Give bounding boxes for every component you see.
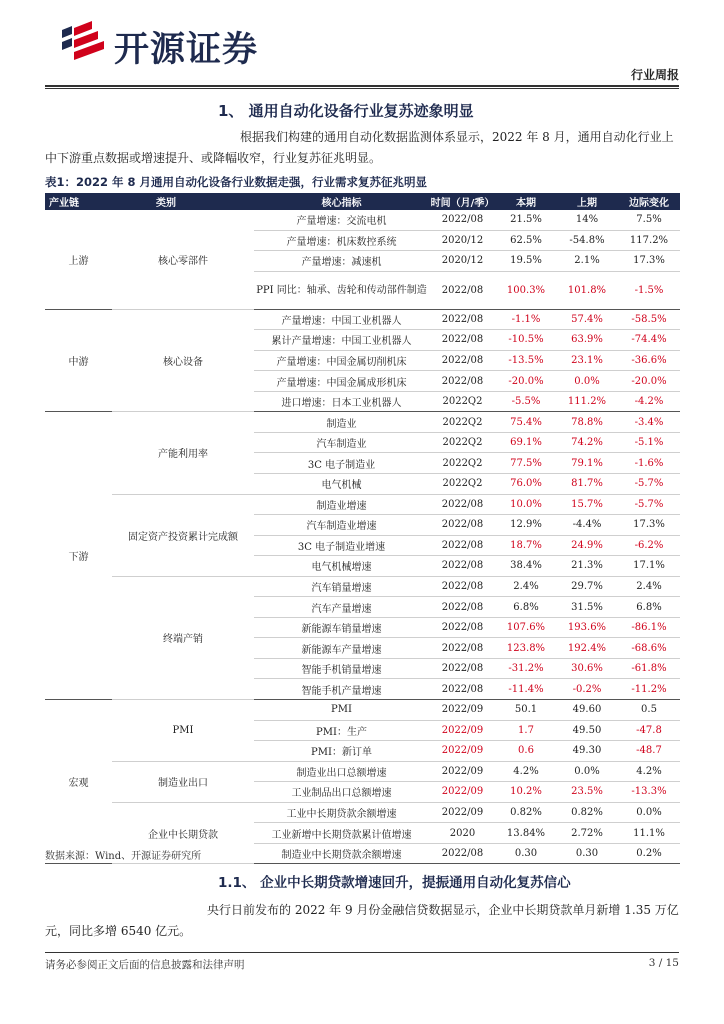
chain-cell: 宏观	[45, 700, 112, 864]
category-cell: PMI	[112, 700, 254, 762]
time-cell: 2022/09	[429, 782, 496, 803]
chain-cell: 下游	[45, 412, 112, 700]
current-value-cell: 75.4%	[496, 412, 556, 433]
marginal-change-cell: -86.1%	[618, 617, 680, 638]
category-cell: 核心零部件	[112, 210, 254, 309]
marginal-change-cell: -13.3%	[618, 782, 680, 803]
marginal-change-cell: -4.2%	[618, 391, 680, 412]
time-cell: 2022/08	[429, 494, 496, 515]
time-cell: 2022Q2	[429, 391, 496, 412]
current-value-cell: 19.5%	[496, 251, 556, 272]
current-value-cell: 6.8%	[496, 597, 556, 618]
table-caption: 表1：2022 年 8 月通用自动化设备行业数据走强，行业需求复苏征兆明显	[45, 175, 428, 189]
previous-value-cell: 111.2%	[556, 391, 618, 412]
chain-cell: 上游	[45, 210, 112, 309]
brand-name: 开源证券	[114, 30, 259, 70]
category-cell: 制造业出口	[112, 761, 254, 802]
current-value-cell: 10.0%	[496, 494, 556, 515]
time-cell: 2022/09	[429, 761, 496, 782]
table-row	[45, 210, 680, 230]
previous-value-cell: 0.30	[556, 843, 618, 864]
previous-value-cell: 15.7%	[556, 494, 618, 515]
indicator-cell: 产量增速：中国工业机器人	[254, 309, 429, 330]
marginal-change-cell: -1.5%	[618, 271, 680, 309]
table-row	[45, 412, 680, 433]
previous-value-cell: 49.60	[556, 700, 618, 721]
previous-value-cell: 0.0%	[556, 761, 618, 782]
current-value-cell: 10.2%	[496, 782, 556, 803]
indicator-cell: PMI	[254, 700, 429, 721]
previous-value-cell: 101.8%	[556, 271, 618, 309]
marginal-change-cell: -61.8%	[618, 658, 680, 679]
section-1-1-paragraph: 央行日前发布的 2022 年 9 月份金融信贷数据显示，企业中长期贷款单月新增 1.35 万亿元，同比多增 6540 亿元。	[45, 903, 679, 938]
previous-value-cell: 81.7%	[556, 474, 618, 495]
marginal-change-cell: -58.5%	[618, 309, 680, 330]
table-header-cell: 本期	[496, 193, 556, 210]
time-cell: 2022/08	[429, 556, 496, 577]
indicator-cell: 制造业	[254, 412, 429, 433]
previous-value-cell: 57.4%	[556, 309, 618, 330]
previous-value-cell: 24.9%	[556, 535, 618, 556]
time-cell: 2022/08	[429, 679, 496, 700]
previous-value-cell: 23.1%	[556, 350, 618, 371]
marginal-change-cell: -3.4%	[618, 412, 680, 433]
marginal-change-cell: 117.2%	[618, 230, 680, 251]
previous-value-cell: 29.7%	[556, 576, 618, 597]
table-row	[45, 576, 680, 597]
indicator-cell: 汽车制造业增速	[254, 515, 429, 536]
indicator-cell: PMI：新订单	[254, 741, 429, 762]
indicator-cell: PMI：生产	[254, 720, 429, 741]
time-cell: 2022/09	[429, 741, 496, 762]
previous-value-cell: 192.4%	[556, 638, 618, 659]
table-body	[45, 210, 680, 864]
indicator-cell: 新能源车产量增速	[254, 638, 429, 659]
marginal-change-cell: -5.1%	[618, 432, 680, 453]
category-cell: 产能利用率	[112, 412, 254, 494]
current-value-cell: 76.0%	[496, 474, 556, 495]
time-cell: 2022Q2	[429, 412, 496, 433]
previous-value-cell: 0.82%	[556, 802, 618, 823]
time-cell: 2022/08	[429, 210, 496, 230]
previous-value-cell: 49.30	[556, 741, 618, 762]
indicator-cell: 产量增速：交流电机	[254, 210, 429, 230]
previous-value-cell: 30.6%	[556, 658, 618, 679]
current-value-cell: 0.6	[496, 741, 556, 762]
current-value-cell: -31.2%	[496, 658, 556, 679]
previous-value-cell: 31.5%	[556, 597, 618, 618]
marginal-change-cell: 17.1%	[618, 556, 680, 577]
marginal-change-cell: -5.7%	[618, 494, 680, 515]
current-value-cell: 1.7	[496, 720, 556, 741]
current-value-cell: -1.1%	[496, 309, 556, 330]
indicator-cell: 汽车制造业	[254, 432, 429, 453]
indicator-cell: 制造业出口总额增速	[254, 761, 429, 782]
previous-value-cell: 21.3%	[556, 556, 618, 577]
current-value-cell: -5.5%	[496, 391, 556, 412]
previous-value-cell: 14%	[556, 210, 618, 230]
current-value-cell: 69.1%	[496, 432, 556, 453]
section-1-title: 1、 通用自动化设备行业复苏迹象明显	[218, 102, 474, 120]
indicator-cell: 工业新增中长期贷款累计值增速	[254, 823, 429, 844]
indicator-cell: 工业制品出口总额增速	[254, 782, 429, 803]
previous-value-cell: -54.8%	[556, 230, 618, 251]
time-cell: 2022/08	[429, 617, 496, 638]
previous-value-cell: 74.2%	[556, 432, 618, 453]
time-cell: 2022/08	[429, 535, 496, 556]
time-cell: 2022/08	[429, 597, 496, 618]
table-header-cell: 核心指标	[254, 193, 429, 210]
indicator-cell: 进口增速：日本工业机器人	[254, 391, 429, 412]
table-header-cell: 产业链	[45, 193, 112, 210]
brand-logo-icon	[58, 18, 108, 64]
time-cell: 2022/08	[429, 638, 496, 659]
indicator-cell: 汽车销量增速	[254, 576, 429, 597]
indicator-cell: 制造业增速	[254, 494, 429, 515]
marginal-change-cell: 17.3%	[618, 515, 680, 536]
marginal-change-cell: 0.0%	[618, 802, 680, 823]
footer-rule	[45, 952, 679, 953]
previous-value-cell: 49.50	[556, 720, 618, 741]
table-header-row	[45, 193, 680, 210]
previous-value-cell: 193.6%	[556, 617, 618, 638]
marginal-change-cell: 6.8%	[618, 597, 680, 618]
report-type: 行业周报	[630, 68, 679, 82]
current-value-cell: 4.2%	[496, 761, 556, 782]
marginal-change-cell: -48.7	[618, 741, 680, 762]
current-value-cell: 100.3%	[496, 271, 556, 309]
time-cell: 2022Q2	[429, 453, 496, 474]
time-cell: 2020/12	[429, 251, 496, 272]
data-source: 数据来源：Wind、开源证券研究所	[45, 851, 202, 862]
footer-disclaimer: 请务必参阅正文后面的信息披露和法律声明	[45, 959, 245, 971]
indicator-cell: 工业中长期贷款余额增速	[254, 802, 429, 823]
time-cell: 2022/09	[429, 700, 496, 721]
time-cell: 2022/08	[429, 843, 496, 864]
page-header	[0, 0, 724, 90]
current-value-cell: 2.4%	[496, 576, 556, 597]
table-row	[45, 494, 680, 515]
time-cell: 2022/08	[429, 330, 496, 351]
previous-value-cell: 0.0%	[556, 371, 618, 392]
indicator-cell: 智能手机产量增速	[254, 679, 429, 700]
indicator-cell: 汽车产量增速	[254, 597, 429, 618]
table-row	[45, 700, 680, 721]
table-header-cell: 时间（月/季）	[429, 193, 496, 210]
marginal-change-cell: 4.2%	[618, 761, 680, 782]
category-cell: 企业中长期贷款	[112, 802, 254, 864]
indicator-cell: 新能源车销量增速	[254, 617, 429, 638]
previous-value-cell: 63.9%	[556, 330, 618, 351]
marginal-change-cell: -11.2%	[618, 679, 680, 700]
time-cell: 2022/08	[429, 271, 496, 309]
category-cell: 终端产销	[112, 576, 254, 699]
current-value-cell: 50.1	[496, 700, 556, 721]
marginal-change-cell: -20.0%	[618, 371, 680, 392]
current-value-cell: 0.30	[496, 843, 556, 864]
previous-value-cell: 2.1%	[556, 251, 618, 272]
table-header-cell: 上期	[556, 193, 618, 210]
indicator-cell: 智能手机销量增速	[254, 658, 429, 679]
table-row	[45, 802, 680, 823]
indicator-cell: 产量增速：中国金属成形机床	[254, 371, 429, 392]
previous-value-cell: 78.8%	[556, 412, 618, 433]
previous-value-cell: -4.4%	[556, 515, 618, 536]
current-value-cell: 13.84%	[496, 823, 556, 844]
previous-value-cell: -0.2%	[556, 679, 618, 700]
marginal-change-cell: 7.5%	[618, 210, 680, 230]
previous-value-cell: 2.72%	[556, 823, 618, 844]
indicator-cell: 3C 电子制造业增速	[254, 535, 429, 556]
marginal-change-cell: 17.3%	[618, 251, 680, 272]
table-row	[45, 309, 680, 330]
current-value-cell: 38.4%	[496, 556, 556, 577]
previous-value-cell: 79.1%	[556, 453, 618, 474]
page-number: 3 / 15	[648, 957, 679, 969]
marginal-change-cell: -47.8	[618, 720, 680, 741]
chain-cell: 中游	[45, 309, 112, 412]
section-1-1-title: 1.1、 企业中长期贷款增速回升，提振通用自动化复苏信心	[218, 875, 571, 891]
time-cell: 2022/08	[429, 576, 496, 597]
marginal-change-cell: 0.2%	[618, 843, 680, 864]
indicator-cell: 3C 电子制造业	[254, 453, 429, 474]
marginal-change-cell: -5.7%	[618, 474, 680, 495]
time-cell: 2022Q2	[429, 432, 496, 453]
indicator-cell: 产量增速：机床数控系统	[254, 230, 429, 251]
table-row	[45, 761, 680, 782]
time-cell: 2022/08	[429, 658, 496, 679]
table-header-cell: 边际变化	[618, 193, 680, 210]
time-cell: 2022/08	[429, 371, 496, 392]
indicator-cell: 电气机械增速	[254, 556, 429, 577]
time-cell: 2022/08	[429, 350, 496, 371]
time-cell: 2022Q2	[429, 474, 496, 495]
current-value-cell: 77.5%	[496, 453, 556, 474]
header-rule-thin	[45, 88, 679, 89]
time-cell: 2022/08	[429, 515, 496, 536]
current-value-cell: 18.7%	[496, 535, 556, 556]
data-table	[45, 193, 680, 864]
current-value-cell: 21.5%	[496, 210, 556, 230]
time-cell: 2022/09	[429, 720, 496, 741]
marginal-change-cell: -68.6%	[618, 638, 680, 659]
current-value-cell: 12.9%	[496, 515, 556, 536]
current-value-cell: 62.5%	[496, 230, 556, 251]
marginal-change-cell: -74.4%	[618, 330, 680, 351]
marginal-change-cell: 11.1%	[618, 823, 680, 844]
indicator-cell: 电气机械	[254, 474, 429, 495]
marginal-change-cell: -6.2%	[618, 535, 680, 556]
header-rule	[45, 85, 679, 87]
current-value-cell: -10.5%	[496, 330, 556, 351]
previous-value-cell: 23.5%	[556, 782, 618, 803]
marginal-change-cell: -1.6%	[618, 453, 680, 474]
indicator-cell: 制造业中长期贷款余额增速	[254, 843, 429, 864]
marginal-change-cell: 2.4%	[618, 576, 680, 597]
current-value-cell: 107.6%	[496, 617, 556, 638]
time-cell: 2020/12	[429, 230, 496, 251]
time-cell: 2022/09	[429, 802, 496, 823]
category-cell: 核心设备	[112, 309, 254, 412]
indicator-cell: 产量增速：减速机	[254, 251, 429, 272]
current-value-cell: 123.8%	[496, 638, 556, 659]
indicator-cell: 累计产量增速：中国工业机器人	[254, 330, 429, 351]
indicator-cell: 产量增速：中国金属切削机床	[254, 350, 429, 371]
current-value-cell: -11.4%	[496, 679, 556, 700]
current-value-cell: -13.5%	[496, 350, 556, 371]
marginal-change-cell: -36.6%	[618, 350, 680, 371]
section-1-paragraph: 根据我们构建的通用自动化数据监测体系显示，2022 年 8 月，通用自动化行业上中下游重点数据或增速提升、或降幅收窄，行业复苏征兆明显。	[45, 130, 674, 165]
current-value-cell: 0.82%	[496, 802, 556, 823]
time-cell: 2020	[429, 823, 496, 844]
current-value-cell: -20.0%	[496, 371, 556, 392]
category-cell: 固定资产投资累计完成额	[112, 494, 254, 576]
table-header-cell: 类别	[112, 193, 254, 210]
time-cell: 2022/08	[429, 309, 496, 330]
marginal-change-cell: 0.5	[618, 700, 680, 721]
indicator-cell: PPI 同比：轴承、齿轮和传动部件制造	[254, 271, 429, 309]
